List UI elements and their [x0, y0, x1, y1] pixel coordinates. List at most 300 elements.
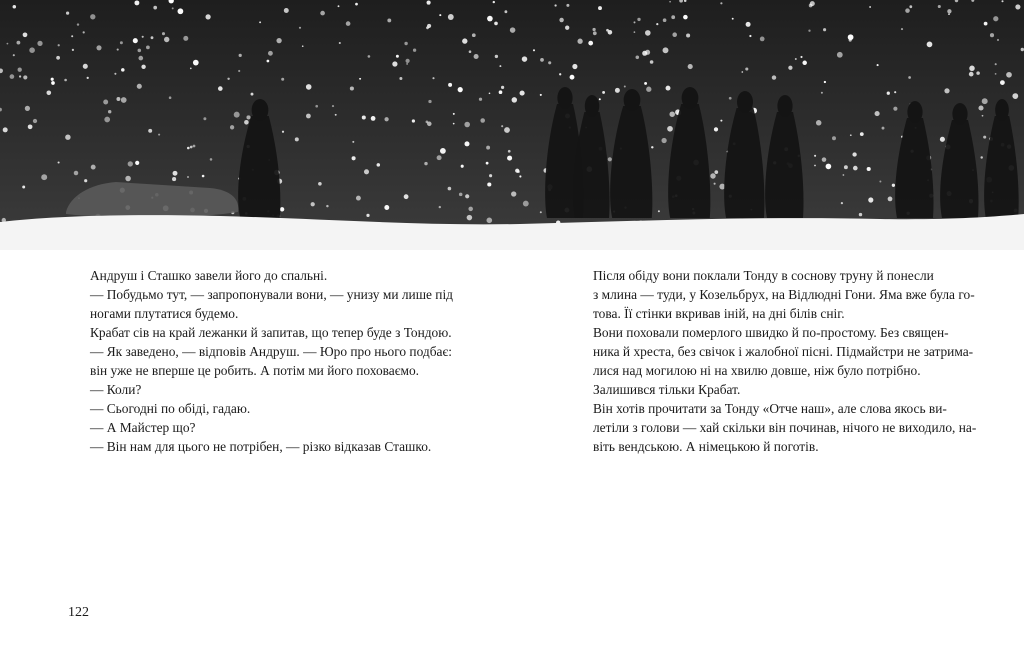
- snowflake: [87, 77, 89, 79]
- snowflake: [413, 49, 416, 52]
- snowflake: [565, 26, 569, 30]
- snowflake: [686, 33, 690, 37]
- snowflake: [368, 55, 371, 58]
- snowflake: [667, 126, 673, 132]
- snowflake: [103, 100, 108, 105]
- snowflake: [7, 43, 9, 45]
- snowflake: [230, 125, 234, 129]
- snowflake: [669, 111, 674, 116]
- snowflake: [512, 97, 517, 102]
- snowflake: [51, 81, 55, 85]
- snowflake: [486, 162, 489, 165]
- snowflake: [371, 116, 376, 121]
- snowflake: [606, 29, 609, 32]
- snowflake: [187, 147, 190, 150]
- snowflake: [448, 14, 454, 20]
- snowflake: [504, 10, 507, 13]
- left-text-column: [68, 266, 478, 456]
- snowflake: [523, 201, 529, 207]
- snowflake: [646, 87, 651, 92]
- snowflake: [71, 35, 73, 37]
- snowflake: [467, 215, 473, 221]
- snowflake: [315, 105, 318, 108]
- snowflake: [1006, 72, 1012, 78]
- snowflake: [980, 156, 982, 158]
- snowflake: [387, 18, 391, 22]
- snowflake: [282, 131, 284, 133]
- snowflake: [520, 91, 525, 96]
- snowflake: [448, 187, 452, 191]
- snowflake: [464, 141, 469, 146]
- snowflake: [281, 78, 284, 81]
- snowflake: [108, 110, 111, 113]
- snowflake: [65, 134, 70, 139]
- snowflake: [499, 65, 501, 67]
- snowflake: [146, 46, 150, 50]
- snowflake: [486, 217, 492, 223]
- snowflake: [153, 6, 157, 10]
- snowflake: [948, 13, 950, 15]
- text-line: — Побудьмо тут, — запропонували вони, — унизу ми лише під: [90, 287, 453, 302]
- snowflake: [210, 158, 213, 161]
- snowflake: [808, 30, 810, 32]
- snowflake: [117, 49, 119, 51]
- snowflake: [901, 28, 903, 30]
- snowflake: [522, 56, 527, 61]
- snowflake: [634, 21, 636, 23]
- snowflake: [882, 127, 885, 130]
- snowflake: [636, 56, 640, 60]
- snowflake: [671, 15, 675, 19]
- snowflake: [860, 132, 864, 136]
- snowflake: [848, 34, 854, 40]
- snowflake: [795, 58, 797, 60]
- snowflake: [663, 47, 669, 53]
- snowflake: [392, 61, 397, 66]
- snowflake: [559, 18, 563, 22]
- snowflake: [41, 174, 47, 180]
- snowflake: [875, 111, 880, 116]
- text-line: това. Її стінки вкривав іній, на дні білів сніг.: [593, 306, 845, 321]
- snowflake: [169, 96, 172, 99]
- snowflake: [338, 5, 340, 7]
- snowflake: [3, 127, 8, 132]
- snowflake: [570, 75, 575, 80]
- snowflake: [172, 177, 176, 181]
- snowflake: [592, 28, 595, 31]
- snowflake: [969, 66, 974, 71]
- snowflake: [128, 161, 133, 166]
- snowflake: [908, 76, 911, 79]
- snowflake: [714, 170, 718, 174]
- snowflake: [158, 134, 160, 136]
- snowflake: [47, 91, 52, 96]
- snowflake: [788, 66, 792, 70]
- snowflake: [339, 42, 341, 44]
- snowflake: [91, 165, 96, 170]
- snowflake: [650, 60, 654, 64]
- snowflake: [802, 61, 807, 66]
- snowflake: [672, 32, 677, 37]
- snowflake: [624, 86, 626, 88]
- snowflake: [810, 1, 815, 6]
- snowflake: [125, 176, 131, 182]
- snowflake: [487, 16, 493, 22]
- snowflake: [83, 31, 85, 33]
- snowflake: [983, 136, 986, 139]
- snowflake: [720, 2, 722, 4]
- snowflake: [760, 37, 765, 42]
- snowflake: [439, 206, 441, 208]
- snowflake: [489, 174, 492, 177]
- text-line: — Він нам для цього не потрібен, — різко відказав Сташко.: [90, 439, 432, 454]
- snowflake: [412, 119, 415, 122]
- text-line: Крабат сів на край лежанки й запитав, що тепер буде з Тондою.: [90, 325, 452, 340]
- snowflake: [927, 42, 933, 48]
- snowflake: [133, 38, 138, 43]
- snowflake: [13, 54, 15, 56]
- snowflake: [246, 115, 250, 119]
- snowflake: [326, 205, 328, 207]
- snowflake: [577, 39, 582, 44]
- snowflake: [121, 97, 127, 103]
- snowflake: [637, 18, 640, 21]
- text-line: Залишився тільки Крабат.: [593, 382, 741, 397]
- snowflake: [29, 47, 35, 53]
- snowflake: [729, 97, 732, 100]
- snowflake: [377, 163, 381, 167]
- snowflake: [335, 114, 337, 116]
- snowflake: [448, 83, 452, 87]
- snowflake: [669, 1, 671, 3]
- snowflake: [268, 51, 273, 56]
- snowflake: [559, 73, 561, 75]
- snowflake: [218, 86, 223, 91]
- snowflake: [96, 45, 101, 50]
- snowflake: [548, 61, 551, 64]
- text-line: Після обіду вони поклали Тонду в соснову труну й понесли: [593, 268, 934, 283]
- text-line: — Як заведено, — відповів Андруш. — Юро про нього подбає:: [90, 344, 452, 359]
- snowflake: [566, 4, 569, 7]
- snowflake: [741, 71, 743, 73]
- snowflake: [134, 0, 139, 5]
- snowflake: [120, 41, 123, 44]
- snowflake: [658, 210, 660, 212]
- snowflake: [749, 35, 751, 37]
- snowflake: [459, 193, 463, 197]
- snowflake: [453, 113, 455, 115]
- snowflake: [494, 22, 498, 26]
- snowflake: [453, 123, 455, 125]
- snowflake: [510, 27, 516, 33]
- snowflake: [66, 11, 69, 14]
- snowflake: [501, 86, 504, 89]
- snowflake: [426, 26, 429, 29]
- snowflake: [193, 145, 196, 148]
- snowflake: [843, 174, 845, 176]
- snowflake: [173, 171, 178, 176]
- snowflake: [995, 73, 997, 75]
- snowflake: [13, 5, 16, 9]
- snowflake: [251, 93, 254, 96]
- snowflake: [720, 120, 722, 122]
- snowflake: [517, 170, 520, 173]
- snowflake: [428, 100, 431, 103]
- snowflake: [499, 90, 503, 94]
- text-line: — А Майстер що?: [90, 420, 196, 435]
- snowflake: [346, 21, 351, 26]
- snowflake: [1015, 4, 1020, 9]
- snowy-procession-illustration: [0, 0, 1024, 250]
- snowflake: [164, 37, 169, 42]
- snowflake: [137, 84, 142, 89]
- snowflake: [1012, 93, 1018, 99]
- snowflake: [138, 56, 143, 61]
- snowflake: [359, 78, 361, 80]
- snowflake: [151, 36, 154, 39]
- snowflake: [25, 106, 30, 111]
- snowflake: [486, 146, 490, 150]
- snowflake: [997, 39, 999, 41]
- snowflake: [239, 54, 242, 57]
- snowflake: [352, 141, 354, 143]
- snowflake: [37, 41, 42, 46]
- text-line: — Сьогодні по обіді, гадаю.: [90, 401, 251, 416]
- snowflake: [114, 73, 116, 75]
- snowflake: [432, 77, 434, 79]
- snowflake: [148, 129, 152, 133]
- snowflake: [142, 36, 144, 38]
- snowflake: [909, 5, 912, 8]
- snowflake: [508, 150, 511, 153]
- snowflake: [645, 50, 650, 55]
- snowflake: [852, 152, 856, 156]
- snowflake: [969, 72, 974, 77]
- snowflake: [172, 7, 174, 9]
- snowflake: [458, 87, 463, 92]
- snowflake: [306, 114, 311, 119]
- snowflake: [121, 68, 125, 72]
- snowflake: [311, 202, 315, 206]
- snowflake: [424, 162, 427, 165]
- snowflake: [841, 202, 843, 204]
- snowflake: [821, 92, 823, 94]
- snowflake: [511, 191, 516, 196]
- snowflake: [710, 173, 715, 178]
- snowflake: [940, 137, 945, 142]
- snowflake: [276, 38, 281, 43]
- right-text-column: [571, 266, 981, 456]
- snowflake: [51, 78, 54, 81]
- snowflake: [190, 68, 192, 70]
- snowflake: [504, 127, 510, 133]
- snowflake: [104, 117, 110, 123]
- snowflake: [844, 165, 848, 169]
- snowflake: [183, 36, 188, 41]
- snowflake: [892, 184, 895, 187]
- snowflake: [384, 117, 388, 121]
- snowflake: [837, 52, 843, 58]
- snowflake: [295, 137, 299, 141]
- snowflake: [299, 27, 301, 29]
- text-line: віть вендською. А німецькою й поготів.: [593, 439, 819, 454]
- snowflake: [489, 92, 491, 94]
- snowflake: [487, 182, 491, 186]
- snowflake: [440, 148, 446, 154]
- snowflake: [893, 107, 897, 111]
- snowflake: [227, 78, 229, 80]
- snowflake: [746, 22, 751, 27]
- snowflake: [116, 97, 120, 101]
- snowflake: [280, 207, 284, 211]
- snowflake: [853, 166, 858, 171]
- snowflake: [479, 98, 482, 101]
- snowflake: [540, 58, 544, 62]
- text-line: Андруш і Сташко завели його до спальні.: [90, 268, 328, 283]
- snowflake: [464, 122, 470, 128]
- snowflake: [714, 127, 718, 131]
- snowflake: [22, 186, 25, 189]
- snowflake: [56, 56, 60, 60]
- snowflake: [608, 157, 612, 161]
- snowflake: [10, 74, 15, 79]
- snowflake: [64, 79, 67, 82]
- snowflake: [938, 5, 941, 8]
- snowflake: [602, 91, 605, 94]
- snowflake: [869, 6, 871, 8]
- snowflake: [661, 138, 666, 143]
- snowflake: [77, 23, 79, 25]
- snowflake: [74, 171, 79, 176]
- snowflake: [887, 92, 890, 95]
- snowflake: [868, 197, 873, 202]
- snowflake: [404, 42, 407, 45]
- snowflake: [33, 119, 37, 123]
- snowflake: [859, 213, 862, 216]
- snowflake: [645, 30, 651, 36]
- snowflake: [141, 65, 145, 69]
- snowflake: [84, 179, 87, 182]
- snowflake: [462, 38, 467, 43]
- snowflake: [540, 94, 542, 96]
- snowflake: [745, 67, 748, 70]
- snowflake: [816, 120, 822, 126]
- snowflake: [850, 134, 852, 136]
- snowflake: [480, 118, 485, 123]
- snowflake: [58, 161, 60, 163]
- snowflake: [519, 175, 521, 177]
- snowflake: [588, 41, 593, 46]
- text-line: лися над могилою ні на хвилю довше, ніж було потрібно.: [593, 363, 921, 378]
- snowflake: [800, 56, 802, 58]
- snowflake: [656, 23, 658, 25]
- snowflake: [426, 121, 429, 124]
- snowflake: [318, 182, 322, 186]
- snowflake: [533, 49, 535, 51]
- snowflake: [366, 214, 369, 217]
- text-line: — Коли?: [90, 382, 142, 397]
- snowflake: [554, 4, 556, 6]
- snowflake: [683, 15, 688, 20]
- snowflake: [615, 88, 620, 93]
- snowflake: [465, 194, 469, 198]
- snowflake: [267, 60, 270, 63]
- snowflake: [493, 1, 495, 3]
- snowflake: [814, 165, 816, 167]
- snowflake: [894, 91, 896, 93]
- snowflake: [599, 98, 601, 100]
- snowflake: [193, 60, 199, 66]
- snowflake: [976, 71, 980, 75]
- snowflake: [72, 49, 74, 51]
- snowflake: [302, 45, 304, 47]
- snowflake: [135, 161, 139, 165]
- snowflake: [472, 33, 476, 37]
- snowflake: [17, 41, 21, 45]
- snowflake: [355, 3, 358, 6]
- snowflake: [23, 32, 28, 37]
- snowflake: [406, 63, 408, 65]
- snowflake: [867, 167, 871, 171]
- snowflake: [824, 81, 826, 83]
- snowflake: [984, 22, 988, 26]
- snowflake: [572, 64, 577, 69]
- snowflake: [83, 64, 88, 69]
- text-line: ногами плутатися будемо.: [90, 306, 239, 321]
- snowflake: [187, 176, 189, 178]
- text-line: Вони поховали померлого швидко й по-простому. Без священ-: [593, 325, 949, 340]
- snowflake: [238, 70, 240, 72]
- snowflake: [396, 55, 399, 58]
- snowflake: [540, 211, 542, 213]
- snowflake: [205, 14, 210, 19]
- snowflake: [1000, 80, 1005, 85]
- snowflake: [469, 50, 472, 53]
- snowflake: [474, 54, 479, 59]
- snowflake: [18, 68, 22, 72]
- snowflake: [879, 181, 881, 183]
- snowflake: [23, 75, 27, 79]
- snowflake: [468, 207, 473, 212]
- snowflake: [772, 75, 776, 79]
- text-line: з млина — туди, у Козельбрух, на Відлюдні Гони. Яма вже була го-: [593, 287, 975, 302]
- text-line: він уже не вперше це робить. А потім ми його поховаємо.: [90, 363, 420, 378]
- snowflake: [356, 196, 361, 201]
- snowflake: [19, 75, 21, 77]
- snowflake: [259, 21, 261, 23]
- snowflake: [1021, 48, 1024, 51]
- snowflake: [306, 84, 312, 90]
- snowflake: [982, 115, 984, 117]
- snowflake: [58, 44, 60, 46]
- snowflake: [427, 1, 431, 5]
- snowflake: [190, 146, 193, 149]
- text-line: ника й хреста, без свічок і жалобної пісні. Підмайстри не затрима-: [593, 344, 974, 359]
- snowflake: [90, 14, 95, 19]
- snowflake: [437, 155, 442, 160]
- snowflake: [461, 165, 464, 168]
- snowflake: [202, 175, 205, 178]
- snowflake: [244, 120, 249, 125]
- snowflake: [350, 86, 354, 90]
- snowflake: [888, 197, 893, 202]
- snowflake: [203, 117, 206, 120]
- snowflake: [593, 31, 597, 35]
- snowflake: [162, 32, 165, 35]
- snowflake: [663, 18, 667, 22]
- snowflake: [905, 8, 910, 13]
- snowflake: [995, 63, 997, 65]
